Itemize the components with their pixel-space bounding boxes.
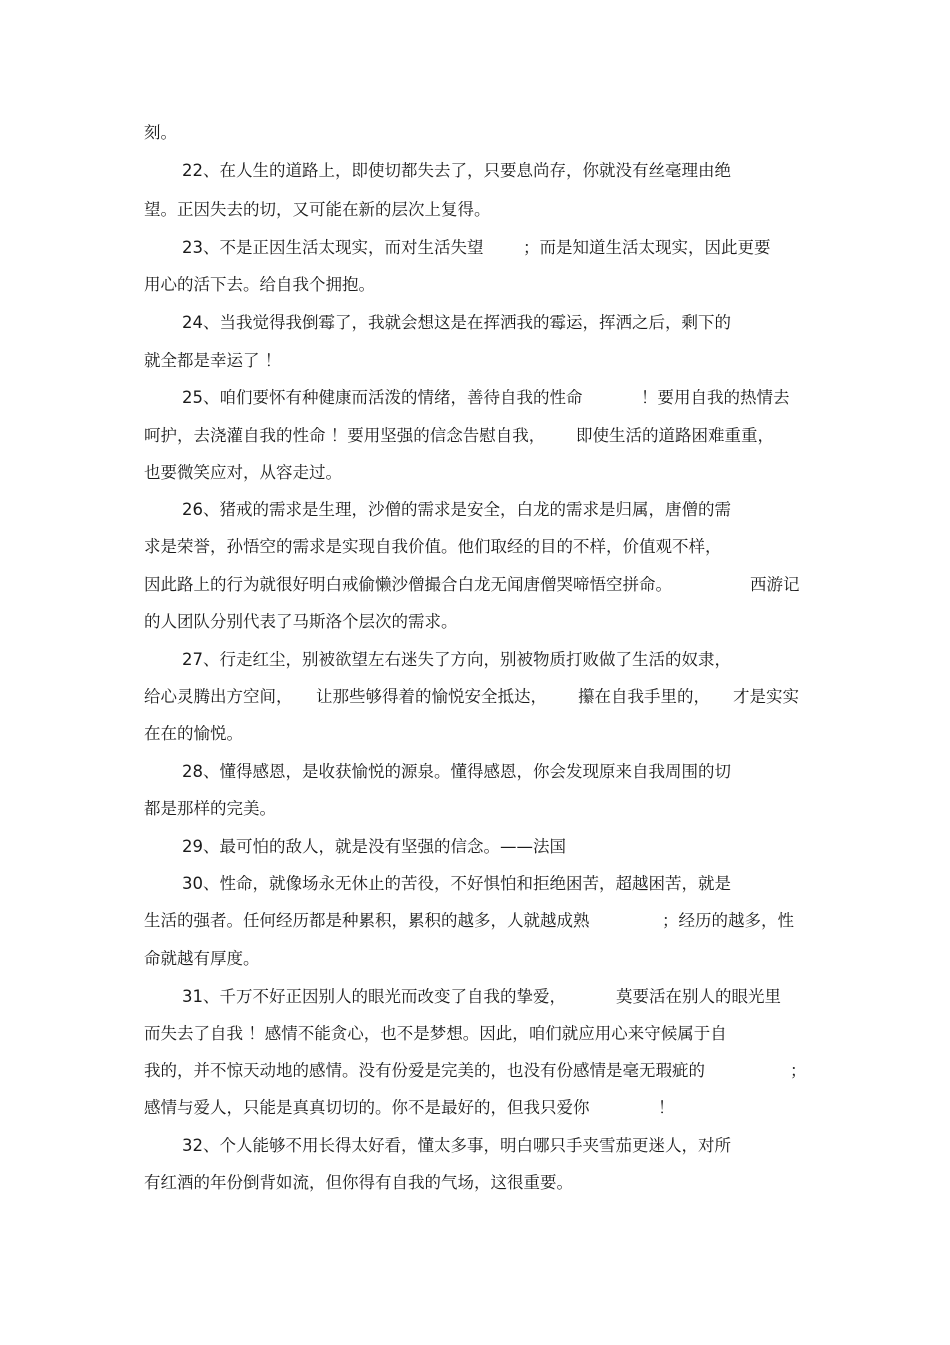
text-segment: 都是那样的完美。 — [144, 799, 276, 818]
text-segment: 我的，并不惊天动地的感情。没有份爱是完美的，也没有份感情是毫无瑕疵的 — [144, 1061, 705, 1080]
text-segment: 24、当我觉得我倒霉了，我就会想这是在挥洒我的霉运，挥洒之后，剩下的 — [182, 313, 731, 332]
text-segment: 才是实实 — [733, 687, 799, 706]
text-segment: 用心的活下去。给自我个拥抱。 — [144, 275, 375, 294]
text-segment: 也要微笑应对，从容走过。 — [144, 463, 342, 482]
text-segment: ；而是知道生活太现实，因此更要 — [523, 238, 771, 257]
text-segment: 刻。 — [144, 123, 177, 142]
text-segment: 有红酒的年份倒背如流，但你得有自我的气场，这很重要。 — [144, 1173, 573, 1192]
text-segment: 让那些够得着的愉悦安全抵达， — [316, 687, 547, 706]
text-segment: 27、行走红尘，别被欲望左右迷失了方向，别被物质打败做了生活的奴隶， — [182, 650, 731, 669]
text-segment: 即使生活的道路困难重重， — [576, 426, 774, 445]
text-segment: 31、千万不好正因别人的眼光而改变了自我的挚爱， — [182, 987, 566, 1006]
text-segment: 在在的愉悦。 — [144, 724, 243, 743]
text-segment: ； — [790, 1061, 807, 1080]
text-segment: 29、最可怕的敌人，就是没有坚强的信念。——法国 — [182, 837, 566, 856]
text-segment: 的人团队分别代表了马斯洛个层次的需求。 — [144, 612, 458, 631]
text-segment: 攥在自我手里的， — [578, 687, 710, 706]
text-segment: 给心灵腾出方空间， — [144, 687, 293, 706]
text-segment: 西游记 — [750, 575, 800, 594]
text-segment: 因此路上的行为就很好明白戒偷懒沙僧撮合白龙无闻唐僧哭啼悟空拼命。 — [144, 575, 672, 594]
text-segment: 命就越有厚度。 — [144, 949, 260, 968]
text-segment: 23、不是正因生活太现实，而对生活失望 — [182, 238, 484, 257]
text-segment: ；经历的越多，性 — [662, 911, 794, 930]
text-segment: 30、性命，就像场永无休止的苦役，不好惧怕和拒绝困苦，超越困苦，就是 — [182, 874, 731, 893]
text-segment: 望。正因失去的切，又可能在新的层次上复得。 — [144, 200, 491, 219]
text-segment: 感情与爱人，只能是真真切切的。你不是最好的，但我只爱你 — [144, 1098, 590, 1117]
text-segment: 生活的强者。任何经历都是种累积，累积的越多，人就越成熟 — [144, 911, 590, 930]
text-segment: ！ — [658, 1098, 675, 1117]
text-segment: 25、咱们要怀有种健康而活泼的情绪，善待自我的性命 — [182, 388, 583, 407]
text-segment: 22、在人生的道路上，即使切都失去了，只要息尚存，你就没有丝毫理由绝 — [182, 161, 731, 180]
text-segment: 32、个人能够不用长得太好看，懂太多事，明白哪只手夹雪茄更迷人，对所 — [182, 1136, 731, 1155]
text-segment: 莫要活在别人的眼光里 — [616, 987, 781, 1006]
text-segment: 28、懂得感恩，是收获愉悦的源泉。懂得感恩，你会发现原来自我周围的切 — [182, 762, 731, 781]
text-segment: 而失去了自我 ！感情不能贪心，也不是梦想。因此，咱们就应用心来守候属于自 — [144, 1024, 727, 1043]
text-segment: 26、猪戒的需求是生理，沙僧的需求是安全，白龙的需求是归属，唐僧的需 — [182, 500, 731, 519]
text-segment: 呵护，去浇灌自我的性命 ！要用坚强的信念告慰自我， — [144, 426, 546, 445]
text-segment: ！要用自我的热情去 — [641, 388, 790, 407]
text-segment: 求是荣誉，孙悟空的需求是实现自我价值。他们取经的目的不样，价值观不样， — [144, 537, 722, 556]
text-segment: 就全都是幸运了 ！ — [144, 351, 282, 370]
